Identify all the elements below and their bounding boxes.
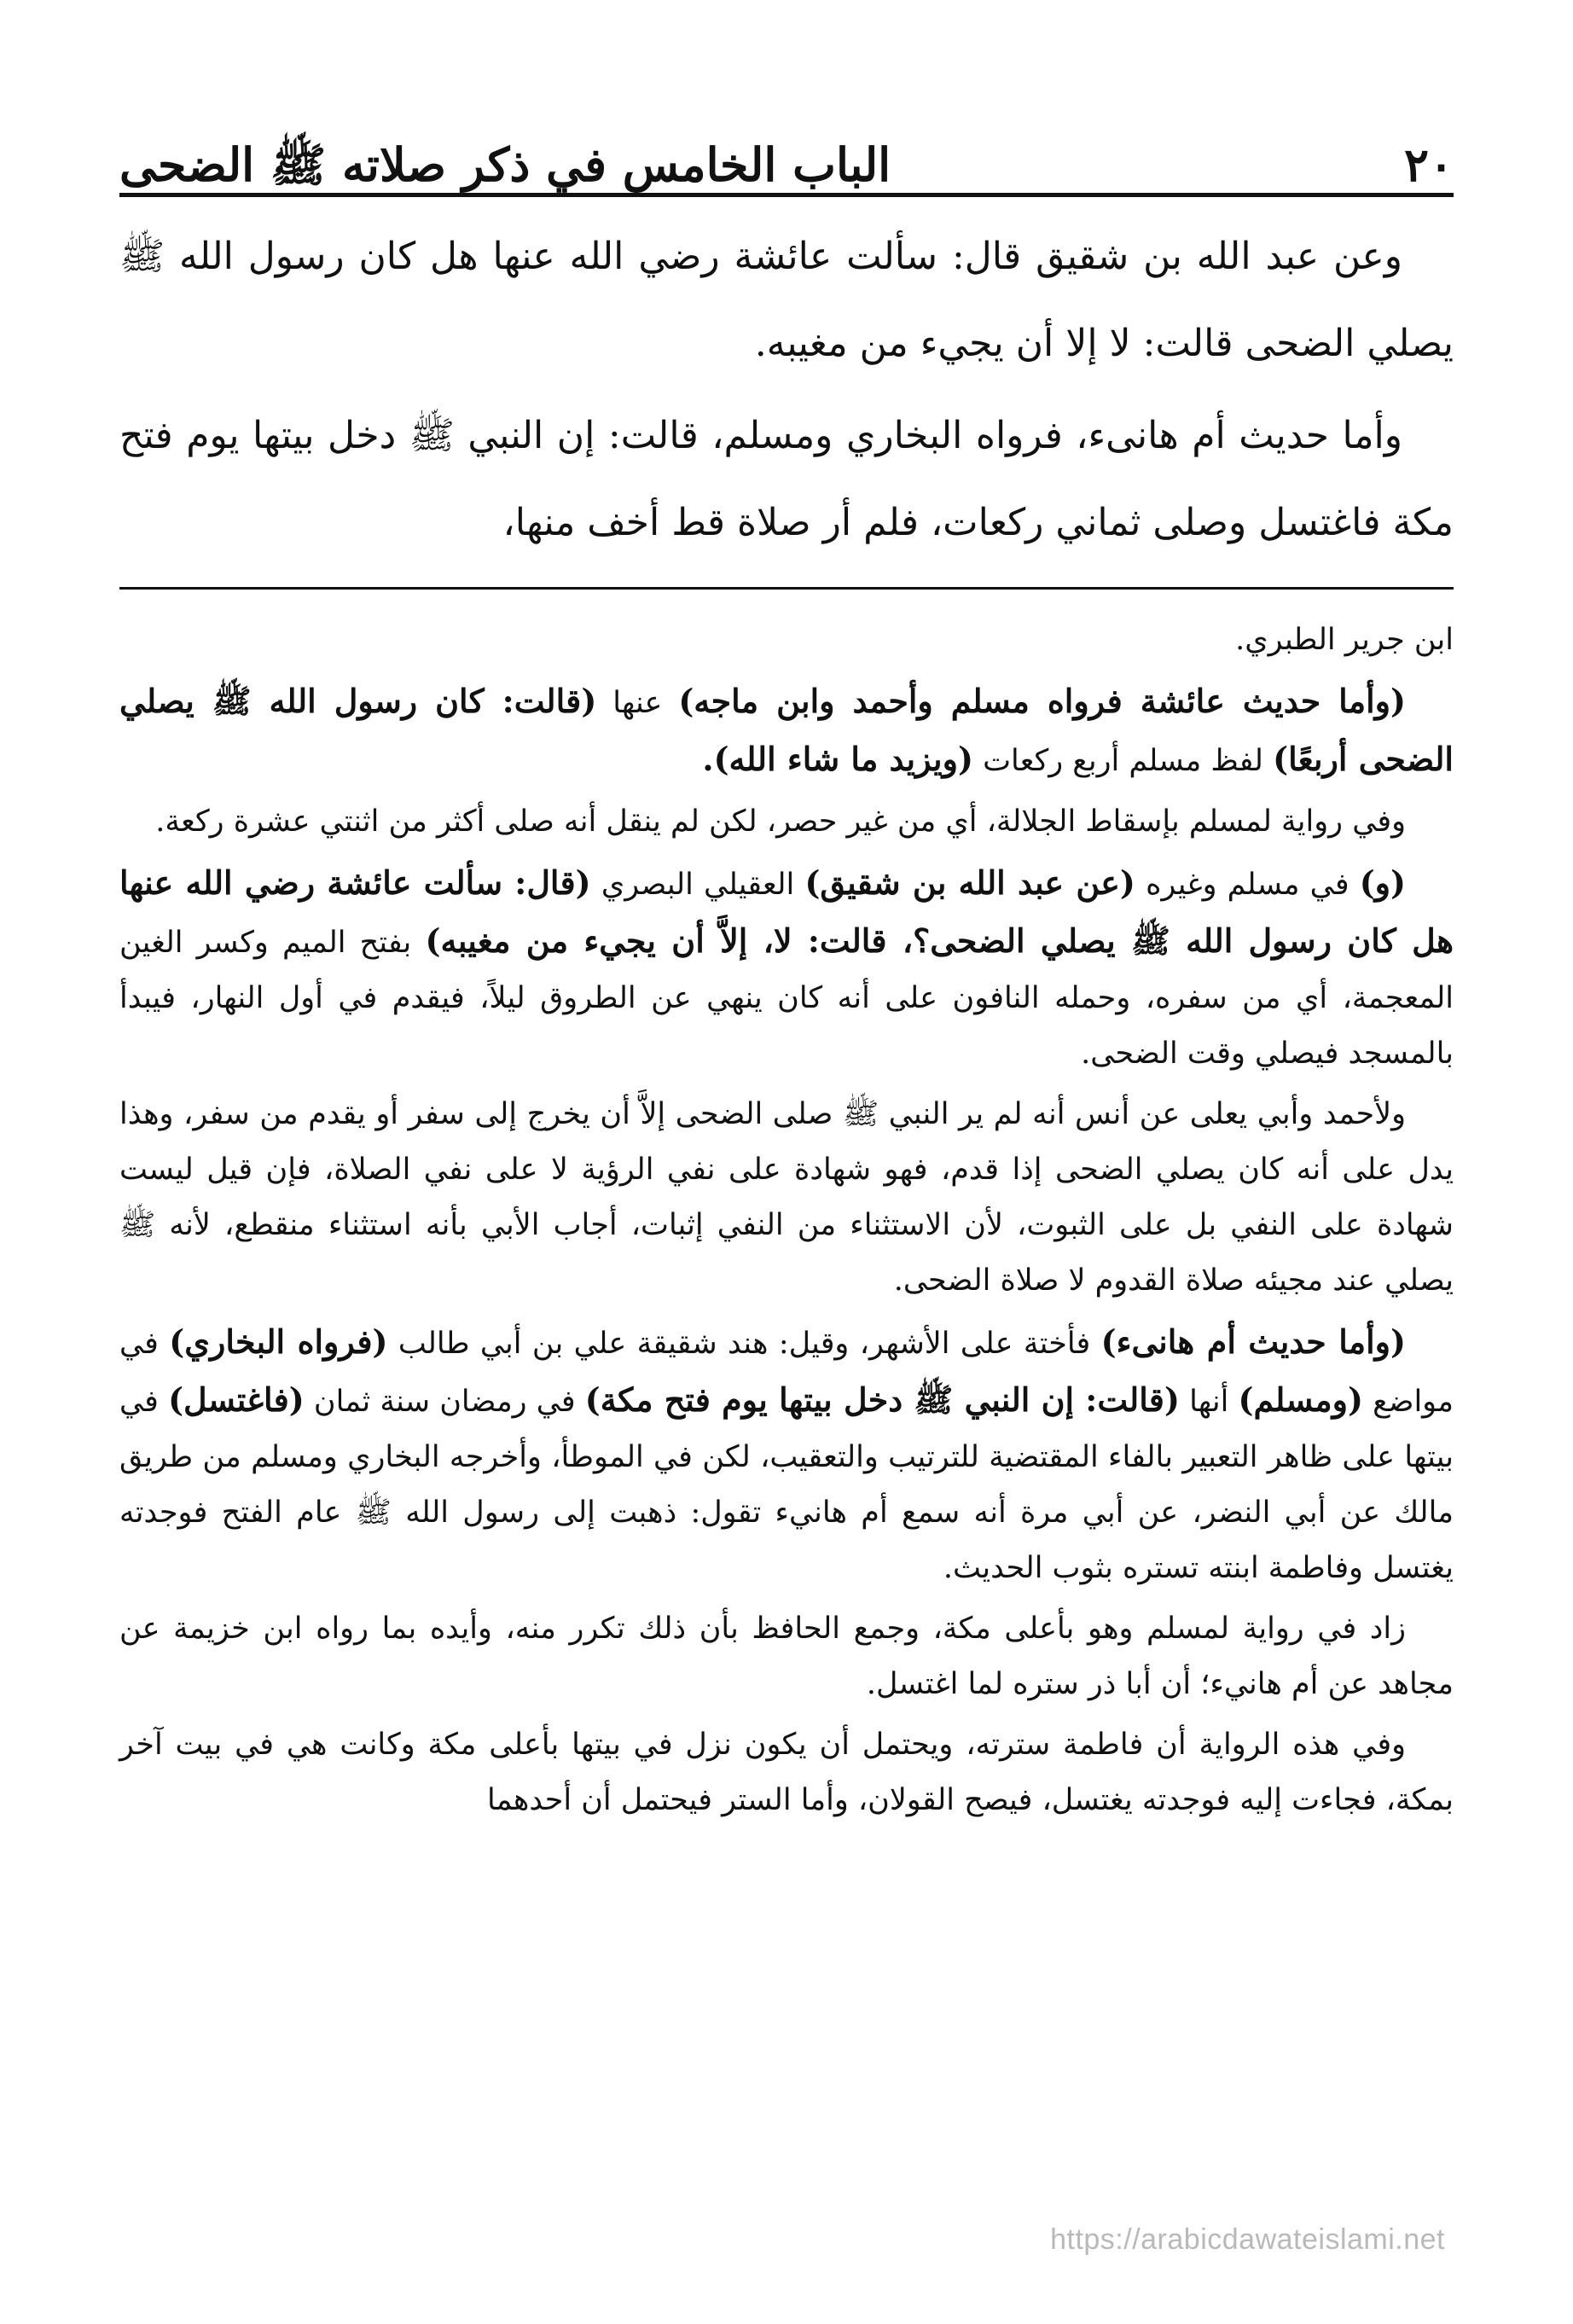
footnote-paragraph: [119, 855, 1454, 1082]
footnote-text: بفتح الميم وكسر الغين المعجمة، أي من سفره، وحمله النافون على أنه كان ينهي عن الطروق ليلاً، فيقدم في أول النهار، فيبدأ بالمسجد فيصلي وقت الضحى.: [119, 926, 1454, 1071]
footnotes: [119, 613, 1454, 1833]
footnote-text: أنها: [1179, 1385, 1239, 1419]
quoted-text: (قالت: كان رسول الله ﷺ يصلي الضحى أربعًا): [119, 682, 1454, 778]
quoted-text: (فاغتسل): [168, 1380, 305, 1419]
quoted-text: (ويزيد ما شاء الله).: [702, 740, 973, 778]
footnote-paragraph: [119, 794, 1454, 850]
footnote-text: فأختة على الأشهر، وقيل: هند شقيقة علي بن أبي طالب: [387, 1327, 1101, 1361]
quoted-text: (فرواه البخاري): [169, 1322, 388, 1361]
page-number: ٢٠: [1403, 137, 1454, 192]
footnote-text: في بيتها على ظاهر التعبير بالفاء المقتضية للترتيب والتعقيب، لكن في الموطأ، وأخرجه البخاري ومسلم من طريق مالك عن أبي النضر، عن أبي مرة أنه سمع أم هانيء تقول: ذهبت إلى رسول الله ﷺ عام الفتح فوجدته يغتسل وفاطمة ابنته تستره بثوب الحديث.: [119, 1385, 1454, 1585]
footnote-text: في مواضع: [119, 1327, 1454, 1419]
footnote-paragraph: [119, 1087, 1454, 1309]
footnote-paragraph: [119, 1314, 1454, 1596]
quoted-text: (ومسلم): [1238, 1380, 1363, 1419]
footnote-paragraph: [119, 613, 1454, 668]
footnote-text: في مسلم وغيره: [1135, 868, 1360, 902]
source-watermark: https://arabicdawateislami.net: [1050, 2223, 1445, 2256]
header-rule: [119, 193, 1454, 197]
quoted-text: (قال: سألت عائشة رضي الله عنها هل كان رسول الله ﷺ يصلي الضحى؟، قالت: لا، إلاَّ أن يجيء من مغيبه): [119, 863, 1454, 960]
footnote-paragraph: [119, 1717, 1454, 1828]
footnote-text: العقيلي البصري: [590, 868, 805, 902]
footnote-text: في رمضان سنة ثمان: [304, 1385, 585, 1419]
footnote-text: عنها: [596, 686, 679, 720]
quoted-text: (وأما حديث أم هانىء): [1100, 1322, 1407, 1361]
quoted-text: (وأما حديث عائشة فرواه مسلم وأحمد وابن ماجه): [678, 682, 1406, 720]
footnote-text: زاد في رواية لمسلم وهو بأعلى مكة، وجمع الحافظ بأن ذلك تكرر منه، وأيده بما رواه ابن خزيمة عن مجاهد عن أم هانيء؛ أن أبا ذر ستره لما اغتسل.: [119, 1612, 1454, 1701]
footnote-text: ولأحمد وأبي يعلى عن أنس أنه لم ير النبي ﷺ صلى الضحى إلاَّ أن يخرج إلى سفر أو يقدم من سفر، وهذا يدل على أنه كان يصلي الضحى إذا قدم، فهو شهادة على نفي الرؤية لا على نفي الصلاة، فإن قيل ليست شهادة على النفي بل على الثبوت، لأن الاستثناء من النفي إثبات، أجاب الأبي بأنه استثناء منقطع، لأنه ﷺ يصلي عند مجيئه صلاة القدوم لا صلاة الضحى.: [119, 1097, 1454, 1298]
main-text: [119, 213, 1454, 572]
quoted-text: (و): [1359, 863, 1407, 902]
footnote-text: وفي هذه الرواية أن فاطمة سترته، ويحتمل أن يكون نزل في بيتها بأعلى مكة وكانت هي في بيت آخر بمكة، فجاءت إليه فوجدته يغتسل، فيصح القولان، وأما الستر فيحتمل أن أحدهما: [119, 1728, 1454, 1817]
main-paragraph: وعن عبد الله بن شقيق قال: سألت عائشة رضي الله عنها هل كان رسول الله ﷺ يصلي الضحى قالت: لا إلا أن يجيء من مغيبه.: [119, 235, 1454, 365]
main-paragraph: وأما حديث أم هانىء، فرواه البخاري ومسلم، قالت: إن النبي ﷺ دخل بيتها يوم فتح مكة فاغتسل وصلى ثماني ركعات، فلم أر صلاة قط أخف منها،: [119, 414, 1454, 544]
running-head: الباب الخامس في ذكر صلاته ﷺ الضحى: [119, 137, 891, 192]
quoted-text: (قالت: إن النبي ﷺ دخل بيتها يوم فتح مكة): [584, 1380, 1180, 1419]
footnote-paragraph: [119, 1601, 1454, 1712]
footnote-paragraph: [119, 673, 1454, 789]
quoted-text: (عن عبد الله بن شقيق): [804, 863, 1135, 902]
footnote-text: لفظ مسلم أربع ركعات: [972, 744, 1274, 778]
footnote-text: ابن جرير الطبري.: [1235, 623, 1454, 657]
footnote-separator: [119, 587, 1454, 590]
footnote-text: وفي رواية لمسلم بإسقاط الجلالة، أي من غير حصر، لكن لم ينقل أنه صلى أكثر من اثنتي عشرة ركعة.: [155, 805, 1406, 839]
page-header: [119, 102, 1454, 192]
